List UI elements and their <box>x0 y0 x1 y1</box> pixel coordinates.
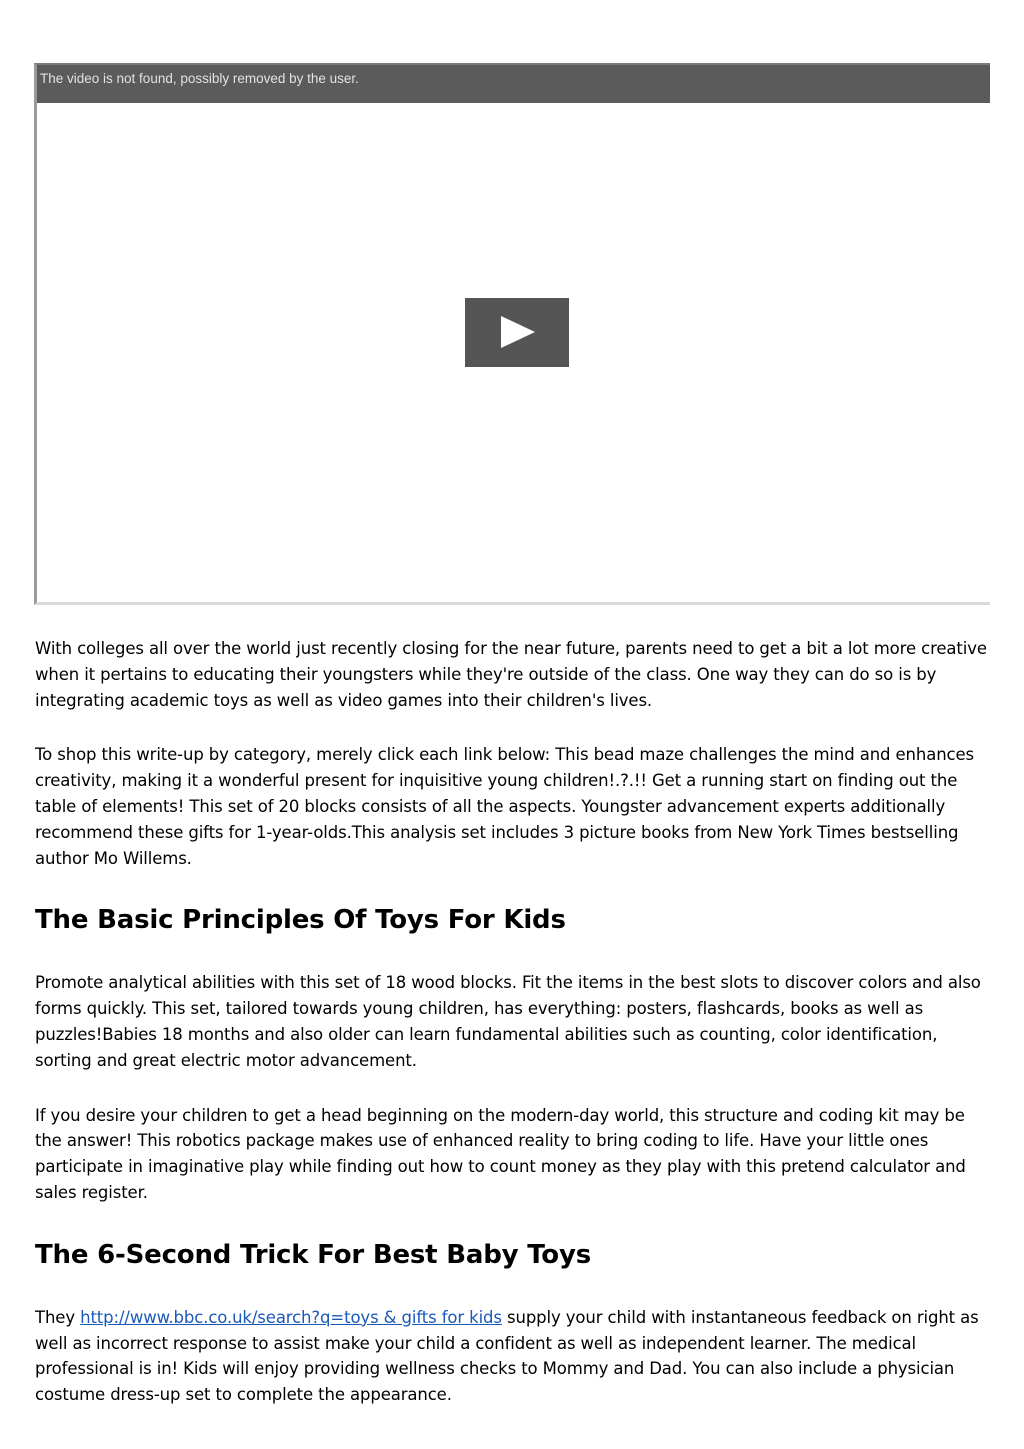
paragraph-intro: With colleges all over the world just recently closing for the near future, parents need to get a bit a lot more creative when it pertains to educating their youngsters while they're outside of the class. One way they can do so is by integrating academic toys as well as video games into their children's lives. <box>35 639 987 710</box>
heading-basic-principles: The Basic Principles Of Toys For Kids <box>35 905 566 936</box>
paragraph-coding-kit: If you desire your children to get a head beginning on the modern-day world, this structure and coding kit may be the answer! This robotics package makes use of enhanced reality to bring coding to life. Have your little ones participate in imaginative play while finding out how to count money as they play with this pretend calculator and sales register. <box>35 1105 966 1202</box>
paragraph-feedback <box>35 1305 995 1408</box>
play-button[interactable] <box>465 298 569 367</box>
article-body <box>35 636 995 1437</box>
heading-six-second-trick: The 6-Second Trick For Best Baby Toys <box>35 1239 591 1270</box>
video-title-bar <box>37 65 990 103</box>
paragraph-blocks: Promote analytical abilities with this set of 18 wood blocks. Fit the items in the best slots to discover colors and also forms quickly. This set, tailored towards young children, has everything: posters, flashcards, books as well as puzzles!Babies 18 months and also older can learn fundamental abilities such as counting, color identification, sorting and great electric motor advancement. <box>35 973 981 1070</box>
paragraph-feedback-start: They <box>35 1307 81 1327</box>
bbc-search-link[interactable]: http://www.bbc.co.uk/search?q=toys & gifts for kids <box>80 1307 502 1327</box>
video-player[interactable] <box>34 63 990 605</box>
paragraph-shop: To shop this write-up by category, merely click each link below: This bead maze challenges the mind and enhances creativity, making it a wonderful present for inquisitive young children!.?.!! Get a running start on finding out the table of elements! This set of 20 blocks consists of all the aspects. Youngster advancement experts additionally recommend these gifts for 1-year-olds.This analysis set includes 3 picture books from New York Times bestselling author Mo Willems. <box>35 745 975 868</box>
video-error-message: The video is not found, possibly removed by the user. <box>40 71 359 86</box>
play-icon <box>501 316 535 348</box>
paragraph-feedback-rest: supply your child with instantaneous feedback on right as well as incorrect response to assist make your child a confident as well as independent learner. The medical professional is in! Kids will enjoy providing wellness checks to Mommy and Dad. You can also include a physician costume dress-up set to complete the appearance. <box>35 1307 979 1405</box>
